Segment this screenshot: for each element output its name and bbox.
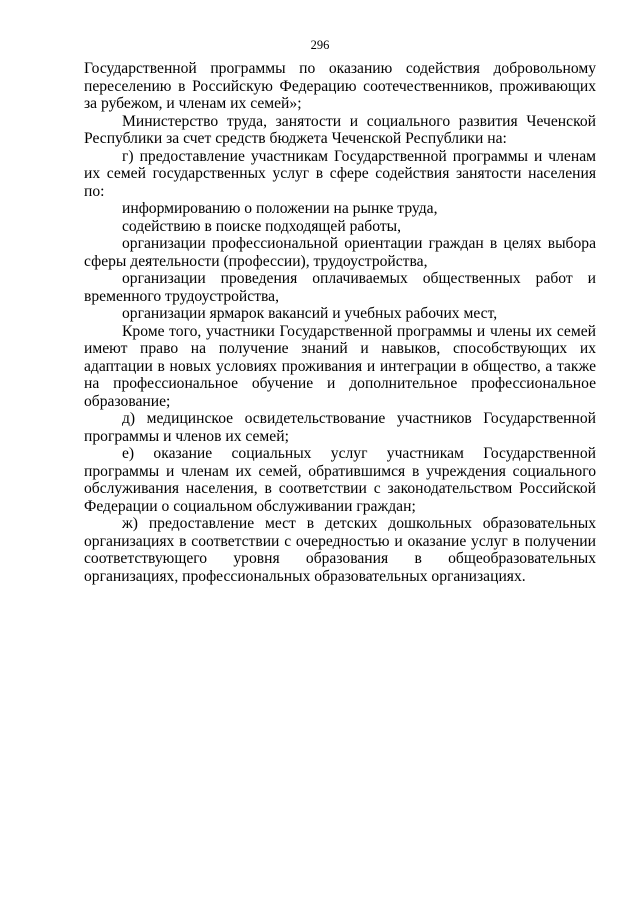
paragraph-ministry: Министерство труда, занятости и социального развития Чеченской Республики за счет средств бюджета Чеченской Республики на:: [84, 112, 596, 147]
paragraph-subitem-job-search: содействию в поиске подходящей работы,: [122, 217, 402, 235]
paragraph-subitem-labor-market: информированию о положении на рынке труда,: [122, 200, 438, 217]
paragraph-additional-rights: Кроме того, участники Государственной программы и члены их семей имеют право на получение знаний и навыков, способствующих их адаптации в новых условиях проживания и интеграции в общество, а также на профессиональное обучение и дополнительное профессиональное образование;: [84, 322, 596, 410]
paragraph-item-d: д) медицинское освидетельствование участников Государственной программы и членов их семей;: [84, 410, 596, 445]
page-number: 296: [310, 38, 330, 52]
paragraph-continuation: Государственной программы по оказанию содействия добровольному переселению в Российскую Федерацию соотечественников, проживающих за рубежом, и членам их семей»;: [84, 60, 596, 112]
paragraph-item-e: е) оказание социальных услуг участникам Государственной программы и членам их семей, обратившимся в учреждения социального обслуживания населения, в соответствии с законодательством Российской Федерации о социальном обслуживании граждан;: [84, 445, 596, 515]
paragraph-item-zh: ж) предоставление мест в детских дошкольных образовательных организациях в соответствии с очередностью и оказание услуг в получении соответствующего уровня образования в общеобразовательных организациях, профессиональных образовательных организациях.: [84, 515, 596, 585]
document-body: [84, 60, 596, 585]
paragraph-subitem-career-orientation: организации профессиональной ориентации граждан в целях выбора сферы деятельности (профессии), трудоустройства,: [84, 235, 596, 270]
paragraph-subitem-job-fairs: организации ярмарок вакансий и учебных рабочих мест,: [122, 305, 498, 322]
paragraph-subitem-public-works: организации проведения оплачиваемых общественных работ и временного трудоустройства,: [84, 270, 596, 305]
paragraph-item-g: г) предоставление участникам Государственной программы и членам их семей государственных услуг в сфере содействия занятости населения по:: [84, 147, 596, 200]
